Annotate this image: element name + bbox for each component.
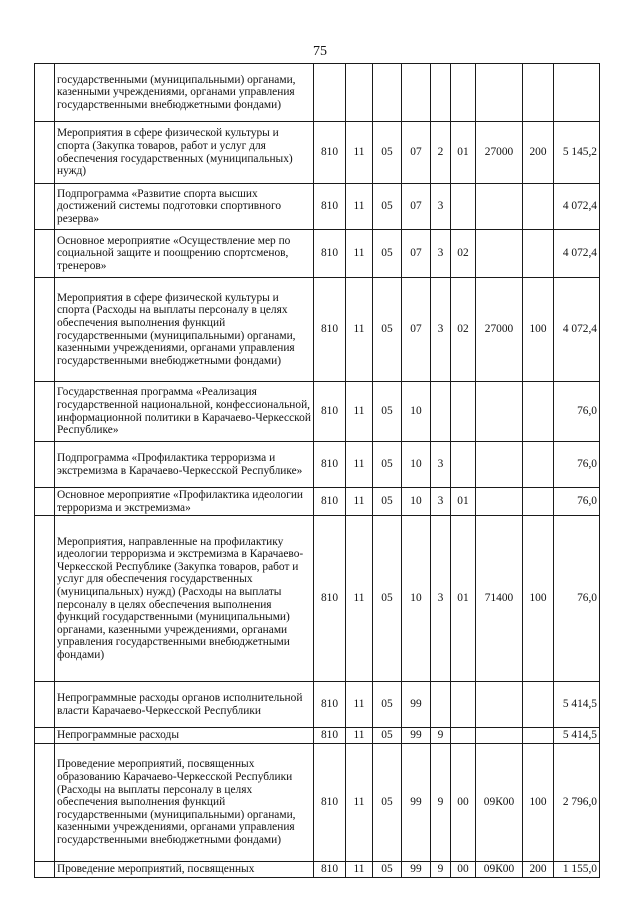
table-row: [35, 862, 600, 878]
code-cell: 11: [346, 516, 373, 682]
code-cell: [523, 184, 554, 230]
table-row: [35, 278, 600, 382]
code-cell: 11: [346, 382, 373, 442]
amount-cell: 5 145,2: [554, 122, 600, 184]
row-number-cell: [35, 184, 55, 230]
item-description: государственными (муниципальными) органами, казенными учреждениями, органами управления государственными внебюджетными фондами): [55, 64, 314, 122]
code-cell: [431, 64, 451, 122]
code-cell: [373, 64, 402, 122]
code-cell: 11: [346, 278, 373, 382]
code-cell: 3: [431, 184, 451, 230]
code-cell: 810: [314, 516, 346, 682]
page-number: 75: [313, 44, 327, 59]
item-description: Подпрограмма «Профилактика терроризма и экстремизма в Карачаево-Черкесской Республике»: [55, 442, 314, 488]
code-cell: 10: [402, 382, 431, 442]
code-cell: [523, 64, 554, 122]
item-description: Мероприятия, направленные на профилактику идеологии терроризма и экстремизма в Карачаево-Черкесской Республике (Закупка товаров, работ и услуг для обеспечения государственных (муниципальных) нужд) (Расходы на выплаты персоналу в целях обеспечения выполнения функций государственными (муниципальными) органами, казенными учреждениями, органами управления государственными внебюджетными фондами): [55, 516, 314, 682]
code-cell: 11: [346, 728, 373, 744]
table-row: [35, 122, 600, 184]
code-cell: 810: [314, 488, 346, 516]
code-cell: 11: [346, 744, 373, 862]
amount-cell: [554, 64, 600, 122]
table-row: [35, 184, 600, 230]
code-cell: [451, 682, 476, 728]
code-cell: 09К00: [476, 862, 523, 878]
code-cell: 11: [346, 184, 373, 230]
code-cell: 01: [451, 516, 476, 682]
code-cell: 05: [373, 516, 402, 682]
item-description: Мероприятия в сфере физической культуры и спорта (Закупка товаров, работ и услуг для обеспечения государственных (муниципальных) нужд): [55, 122, 314, 184]
code-cell: [476, 230, 523, 278]
code-cell: 810: [314, 382, 346, 442]
code-cell: 810: [314, 744, 346, 862]
code-cell: 00: [451, 862, 476, 878]
code-cell: [476, 184, 523, 230]
code-cell: 09К00: [476, 744, 523, 862]
row-number-cell: [35, 278, 55, 382]
code-cell: [431, 682, 451, 728]
code-cell: [451, 382, 476, 442]
code-cell: 05: [373, 278, 402, 382]
code-cell: 11: [346, 488, 373, 516]
item-description: Основное мероприятие «Осуществление мер по социальной защите и поощрению спортсменов, тренеров»: [55, 230, 314, 278]
code-cell: [451, 728, 476, 744]
code-cell: 07: [402, 122, 431, 184]
amount-cell: 76,0: [554, 382, 600, 442]
code-cell: 07: [402, 230, 431, 278]
code-cell: 10: [402, 442, 431, 488]
table-row: [35, 516, 600, 682]
item-description: Мероприятия в сфере физической культуры и спорта (Расходы на выплаты персоналу в целях обеспечения выполнения функций государственными (муниципальными) органами, казенными учреждениями, органами управления государственными внебюджетными фондами): [55, 278, 314, 382]
amount-cell: 2 796,0: [554, 744, 600, 862]
table-row: [35, 230, 600, 278]
code-cell: 100: [523, 278, 554, 382]
code-cell: 3: [431, 278, 451, 382]
code-cell: 200: [523, 122, 554, 184]
code-cell: 07: [402, 184, 431, 230]
code-cell: 11: [346, 122, 373, 184]
code-cell: 05: [373, 862, 402, 878]
code-cell: 200: [523, 862, 554, 878]
code-cell: 05: [373, 442, 402, 488]
code-cell: 27000: [476, 278, 523, 382]
row-number-cell: [35, 230, 55, 278]
code-cell: 99: [402, 744, 431, 862]
item-description: Непрограммные расходы: [55, 728, 314, 744]
code-cell: 11: [346, 230, 373, 278]
code-cell: 02: [451, 278, 476, 382]
code-cell: 01: [451, 488, 476, 516]
code-cell: 05: [373, 744, 402, 862]
code-cell: [314, 64, 346, 122]
code-cell: 11: [346, 862, 373, 878]
code-cell: 100: [523, 516, 554, 682]
row-number-cell: [35, 442, 55, 488]
code-cell: 11: [346, 442, 373, 488]
amount-cell: 4 072,4: [554, 184, 600, 230]
code-cell: [476, 64, 523, 122]
row-number-cell: [35, 488, 55, 516]
code-cell: [476, 442, 523, 488]
code-cell: 100: [523, 744, 554, 862]
table-row: [35, 442, 600, 488]
code-cell: 99: [402, 862, 431, 878]
row-number-cell: [35, 516, 55, 682]
item-description: Проведение мероприятий, посвященных образованию Карачаево-Черкесской Республики (Расходы на выплаты персоналу в целях обеспечения выполнения функций государственными (муниципальными) органами, казенными учреждениями, органами управления государственными внебюджетными фондами): [55, 744, 314, 862]
code-cell: 2: [431, 122, 451, 184]
code-cell: [476, 382, 523, 442]
amount-cell: 76,0: [554, 488, 600, 516]
code-cell: 810: [314, 230, 346, 278]
code-cell: 05: [373, 382, 402, 442]
item-description: Государственная программа «Реализация государственной национальной, конфессиональной, информационной политики в Карачаево-Черкесской Республике»: [55, 382, 314, 442]
item-description: Проведение мероприятий, посвященных: [55, 862, 314, 878]
table-row: [35, 744, 600, 862]
code-cell: 810: [314, 442, 346, 488]
amount-cell: 76,0: [554, 442, 600, 488]
code-cell: 810: [314, 278, 346, 382]
table-row: [35, 682, 600, 728]
item-description: Основное мероприятие «Профилактика идеологии терроризма и экстремизма»: [55, 488, 314, 516]
row-number-cell: [35, 382, 55, 442]
code-cell: [523, 728, 554, 744]
code-cell: 07: [402, 278, 431, 382]
code-cell: [451, 184, 476, 230]
code-cell: [523, 488, 554, 516]
amount-cell: 76,0: [554, 516, 600, 682]
table-row: [35, 488, 600, 516]
code-cell: 10: [402, 516, 431, 682]
code-cell: 05: [373, 682, 402, 728]
code-cell: 05: [373, 184, 402, 230]
code-cell: 00: [451, 744, 476, 862]
amount-cell: 5 414,5: [554, 682, 600, 728]
code-cell: [476, 682, 523, 728]
table-row: [35, 728, 600, 744]
code-cell: [523, 382, 554, 442]
code-cell: [346, 64, 373, 122]
code-cell: [451, 64, 476, 122]
row-number-cell: [35, 122, 55, 184]
code-cell: 3: [431, 516, 451, 682]
row-number-cell: [35, 744, 55, 862]
code-cell: 05: [373, 230, 402, 278]
code-cell: 810: [314, 728, 346, 744]
row-number-cell: [35, 728, 55, 744]
amount-cell: 4 072,4: [554, 278, 600, 382]
code-cell: [523, 442, 554, 488]
code-cell: 01: [451, 122, 476, 184]
amount-cell: 5 414,5: [554, 728, 600, 744]
code-cell: 05: [373, 728, 402, 744]
item-description: Подпрограмма «Развитие спорта высших достижений системы подготовки спортивного резерва»: [55, 184, 314, 230]
code-cell: 99: [402, 728, 431, 744]
budget-table: [34, 63, 600, 878]
code-cell: 71400: [476, 516, 523, 682]
code-cell: 11: [346, 682, 373, 728]
table-row: [35, 382, 600, 442]
code-cell: 27000: [476, 122, 523, 184]
code-cell: [402, 64, 431, 122]
amount-cell: 1 155,0: [554, 862, 600, 878]
code-cell: 3: [431, 488, 451, 516]
row-number-cell: [35, 64, 55, 122]
code-cell: 05: [373, 488, 402, 516]
code-cell: 9: [431, 862, 451, 878]
code-cell: 02: [451, 230, 476, 278]
code-cell: [451, 442, 476, 488]
code-cell: 05: [373, 122, 402, 184]
code-cell: [523, 682, 554, 728]
code-cell: [523, 230, 554, 278]
table-row: [35, 64, 600, 122]
code-cell: 810: [314, 122, 346, 184]
code-cell: 810: [314, 682, 346, 728]
code-cell: [431, 382, 451, 442]
code-cell: 3: [431, 230, 451, 278]
item-description: Непрограммные расходы органов исполнительной власти Карачаево-Черкесской Республики: [55, 682, 314, 728]
row-number-cell: [35, 862, 55, 878]
code-cell: 9: [431, 728, 451, 744]
code-cell: [476, 728, 523, 744]
code-cell: [476, 488, 523, 516]
amount-cell: 4 072,4: [554, 230, 600, 278]
code-cell: 3: [431, 442, 451, 488]
code-cell: 10: [402, 488, 431, 516]
code-cell: 810: [314, 862, 346, 878]
code-cell: 99: [402, 682, 431, 728]
code-cell: 810: [314, 184, 346, 230]
code-cell: 9: [431, 744, 451, 862]
row-number-cell: [35, 682, 55, 728]
